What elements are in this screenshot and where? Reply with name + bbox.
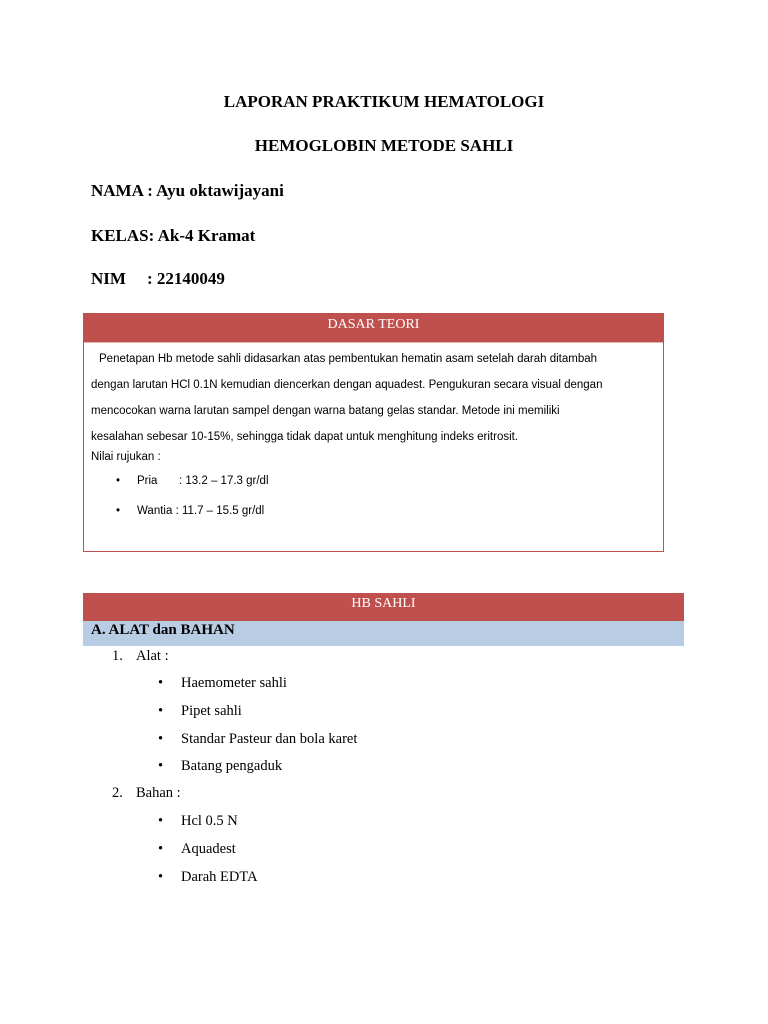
bullet-icon: • xyxy=(158,703,164,719)
list-item: • Pipet sahli xyxy=(158,703,242,719)
list-item: • Standar Pasteur dan bola karet xyxy=(158,731,358,747)
bullet-icon: • xyxy=(158,869,164,885)
nim-label: NIM xyxy=(91,269,126,288)
paragraph-line: Penetapan Hb metode sahli didasarkan atas pembentukan hematin asam setelah darah ditambah xyxy=(99,353,598,365)
list-item: • Darah EDTA xyxy=(158,869,258,885)
nim-value: : 22140049 xyxy=(147,269,225,288)
list-item: • Haemometer sahli xyxy=(158,675,287,691)
ref-name: Pria xyxy=(137,475,158,487)
bahan-section xyxy=(112,785,181,802)
nilai-rujukan-list xyxy=(91,470,663,530)
alat-label: Alat : xyxy=(136,648,169,664)
ref-item-wantia xyxy=(91,500,663,530)
bullet-icon: • xyxy=(158,841,164,857)
dasar-teori-heading: DASAR TEORI xyxy=(84,314,663,343)
paragraph-line: mencocokan warna larutan sampel dengan warna batang gelas standar. Metode ini memiliki xyxy=(91,405,560,417)
paragraph-line: dengan larutan HCl 0.1N kemudian diencerkan dengan aquadest. Pengukuran secara visual dengan xyxy=(91,379,603,391)
ref-item-pria xyxy=(91,470,663,500)
field-nama: NAMA : Ayu oktawijayani xyxy=(91,181,284,200)
hb-sahli-heading: HB SAHLI xyxy=(83,593,684,621)
list-number: 1. xyxy=(112,648,123,664)
ref-value: : 11.7 – 15.5 gr/dl xyxy=(172,505,265,517)
list-item: • Aquadest xyxy=(158,841,236,857)
report-title: LAPORAN PRAKTIKUM HEMATOLOGI xyxy=(223,92,545,111)
list-item: • Hcl 0.5 N xyxy=(158,813,238,829)
ref-name: Wantia xyxy=(137,505,173,517)
ref-value: : 13.2 – 17.3 gr/dl xyxy=(179,475,269,487)
nilai-rujukan-label: Nilai rujukan : xyxy=(91,451,161,463)
bahan-label: Bahan : xyxy=(136,785,181,801)
bullet-icon: • xyxy=(158,758,164,774)
dasar-teori-box xyxy=(83,313,664,552)
alat-bahan-heading: A. ALAT dan BAHAN xyxy=(83,621,684,646)
dasar-teori-paragraph xyxy=(91,346,663,450)
bullet-icon: • xyxy=(158,731,164,747)
alat-section xyxy=(112,648,169,665)
bullet-icon: • xyxy=(158,813,164,829)
dasar-teori-body xyxy=(84,346,663,530)
list-number: 2. xyxy=(112,785,123,801)
list-item: • Batang pengaduk xyxy=(158,758,283,774)
field-nim xyxy=(91,269,225,289)
field-kelas: KELAS: Ak-4 Kramat xyxy=(91,226,256,245)
report-subtitle: HEMOGLOBIN METODE SAHLI xyxy=(254,136,514,155)
bullet-icon: • xyxy=(158,675,164,691)
paragraph-line: kesalahan sebesar 10-15%, sehingga tidak dapat untuk menghitung indeks eritrosit. xyxy=(91,431,519,443)
